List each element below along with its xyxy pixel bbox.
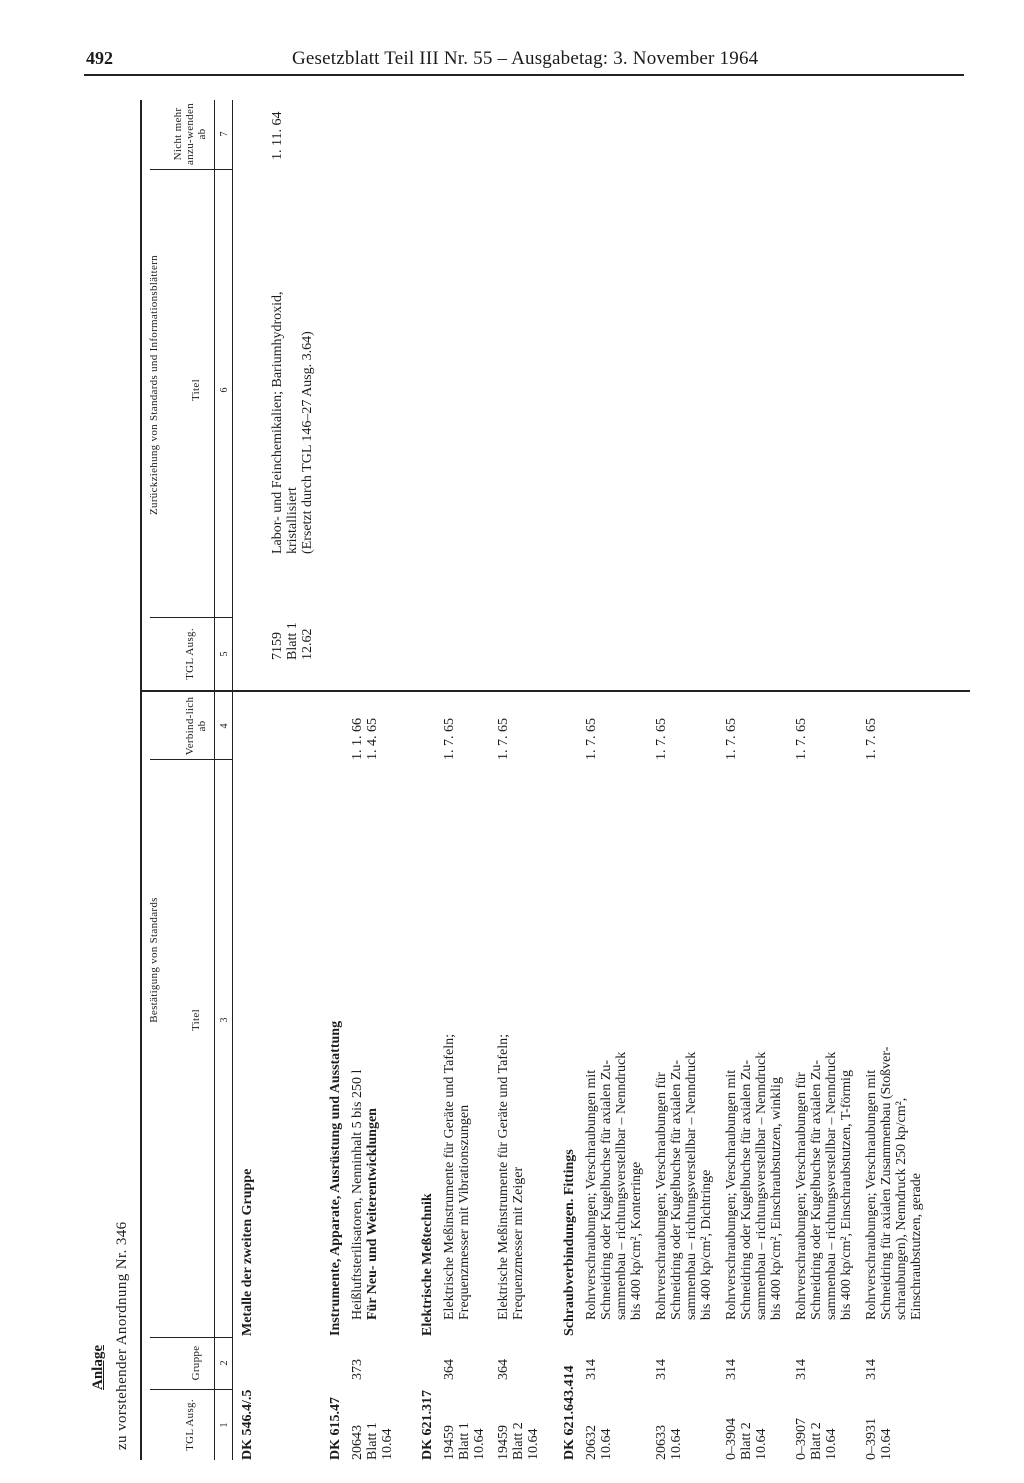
gruppe: 314 <box>794 1359 809 1380</box>
standard-title: Elektrische Meßinstrumente für Geräte und Tafeln; Frequenzmesser mit Zeiger <box>496 1033 526 1320</box>
col-divider-3 <box>150 759 232 760</box>
gruppe: 364 <box>496 1359 511 1380</box>
standard-title-note: Für Neu- und Weiterentwicklungen <box>365 1108 380 1320</box>
group-header-withdrawal: Zurückziehung von Standards und Informationsblättern <box>148 255 160 515</box>
binding-date: 1. 1. 66 1. 4. 65 <box>350 718 380 760</box>
tgl-number: 20633 10.64 <box>654 1425 684 1460</box>
binding-date: 1. 7. 65 <box>724 718 739 760</box>
standard-title: Rohrverschraubungen; Verschraubungen mit Schneidring oder Kugelbuchse für axialen Zu- sammenbau – richtungsverstellbar – Nenndruck bis 400 kp/cm², Einschraubstutzen, winklig <box>724 1051 784 1320</box>
col-divider-1 <box>150 1389 232 1390</box>
standard-title: Labor- und Feinchemikalien; Bariumhydroxid, kristallisiert (Ersetzt durch TGL 146–27 Ausg. 3.64) <box>270 291 315 554</box>
section-code: DK 621.643.414 <box>562 1365 577 1460</box>
page-header <box>86 44 966 74</box>
gruppe: 314 <box>654 1359 669 1380</box>
table-header-rule <box>232 100 233 1460</box>
header-rule <box>84 74 964 76</box>
binding-date: 1. 7. 65 <box>584 718 599 760</box>
col-gruppe: Gruppe <box>190 1345 202 1381</box>
col-number: 1 <box>219 1422 230 1428</box>
col-tgl-ausg: TGL Ausg. <box>184 1399 196 1451</box>
tgl-number: 19459 Blatt 2 10.64 <box>496 1422 541 1460</box>
rotated-annex-table <box>80 100 960 1460</box>
col-titel-2: Titel <box>190 379 202 401</box>
binding-date: 1. 7. 65 <box>654 718 669 760</box>
standard-title: Elektrische Meßinstrumente für Geräte und Tafeln; Frequenzmesser mit Vibrationszungen <box>442 1033 472 1320</box>
col-divider-6 <box>150 169 232 170</box>
standard-title: Rohrverschraubungen; Verschraubungen mit Schneidring oder Kugelbuchse für axialen Zu- sammenbau – richtungsverstellbar – Nenndruck bis 400 kp/cm², Konterringe <box>584 1051 644 1320</box>
gruppe: 314 <box>864 1359 879 1380</box>
col-titel: Titel <box>190 1009 202 1031</box>
standard-title: Heißluftsterilisatoren, Nenninhalt 5 bis 250 l <box>350 1069 365 1320</box>
tgl-number: 0–3907 Blatt 2 10.64 <box>794 1418 839 1460</box>
col-number: 5 <box>219 651 230 657</box>
section-code: DK 615.47 <box>328 1397 343 1460</box>
col-divider-5 <box>150 617 232 618</box>
gruppe: 364 <box>442 1359 457 1380</box>
binding-date: 1. 7. 65 <box>442 718 457 760</box>
standard-title: Rohrverschraubungen; Verschraubungen für Schneidring oder Kugelbuchse für axialen Zu- sammenbau – richtungsverstellbar – Nenndruck bis 400 kp/cm², Einschraubstutzen, T-förmig <box>794 1051 854 1320</box>
gruppe: 373 <box>350 1359 365 1380</box>
binding-date: 1. 7. 65 <box>864 718 879 760</box>
not-applicable-date: 1. 11. 64 <box>270 111 285 160</box>
col-nicht-mehr-ab: Nicht mehr anzu-wenden ab <box>172 103 208 165</box>
gazette-title: Gesetzblatt Teil III Nr. 55 – Ausgabetag: 3. November 1964 <box>292 48 759 69</box>
col-number: 4 <box>219 723 230 729</box>
gruppe: 314 <box>584 1359 599 1380</box>
section-code: DK 621.317 <box>420 1390 435 1460</box>
gruppe: 314 <box>724 1359 739 1380</box>
binding-date: 1. 7. 65 <box>496 718 511 760</box>
section-code: DK 546.4/.5 <box>240 1389 255 1460</box>
annex-title: Anlage <box>90 1345 106 1390</box>
tgl-number: 0–3904 Blatt 2 10.64 <box>724 1418 769 1460</box>
col-number: 6 <box>219 387 230 393</box>
tgl-number: 20643 Blatt 1 10.64 <box>350 1422 395 1460</box>
col-number: 7 <box>219 131 230 137</box>
tgl-number: 0–3931 10.64 <box>864 1418 894 1460</box>
standard-title: Rohrverschraubungen; Verschraubungen mit Schneidring für axialen Zusammenbau (Stoßver- schraubungen), Nenndruck 250 kp/cm², Einschraubstutzen, gerade <box>864 1046 924 1320</box>
section-title: Elektrische Meßtechnik <box>420 1193 435 1336</box>
col-number: 2 <box>219 1360 230 1366</box>
page-number: 492 <box>86 48 113 68</box>
section-title: Schraubverbindungen. Fittings <box>562 1149 577 1336</box>
col-tgl-ausg-2: TGL Ausg. <box>184 628 196 680</box>
col-divider-main <box>140 690 970 692</box>
annex-subtitle: zu vorstehender Anordnung Nr. 346 <box>114 1221 130 1450</box>
col-verbindlich-ab: Verbind-lich ab <box>184 696 208 756</box>
section-title: Instrumente, Apparate, Ausrüstung und Ausstattung <box>328 1020 343 1336</box>
table-number-rule <box>214 100 215 1460</box>
standard-title: Rohrverschraubungen; Verschraubungen für Schneidring oder Kugelbuchse für axialen Zu- sammenbau – richtungsverstellbar – Nenndruck bis 400 kp/cm², Dichtringe <box>654 1051 714 1320</box>
tgl-number: 19459 Blatt 1 10.64 <box>442 1422 487 1460</box>
tgl-number: 20632 10.64 <box>584 1425 614 1460</box>
binding-date: 1. 7. 65 <box>794 718 809 760</box>
col-number: 3 <box>219 1017 230 1023</box>
table-top-rule <box>140 100 142 1460</box>
tgl-number: 7159 Blatt 1 12.62 <box>270 622 315 660</box>
section-title: Metalle der zweiten Gruppe <box>240 1168 255 1336</box>
group-header-confirmation: Bestätigung von Standards <box>148 897 160 1023</box>
